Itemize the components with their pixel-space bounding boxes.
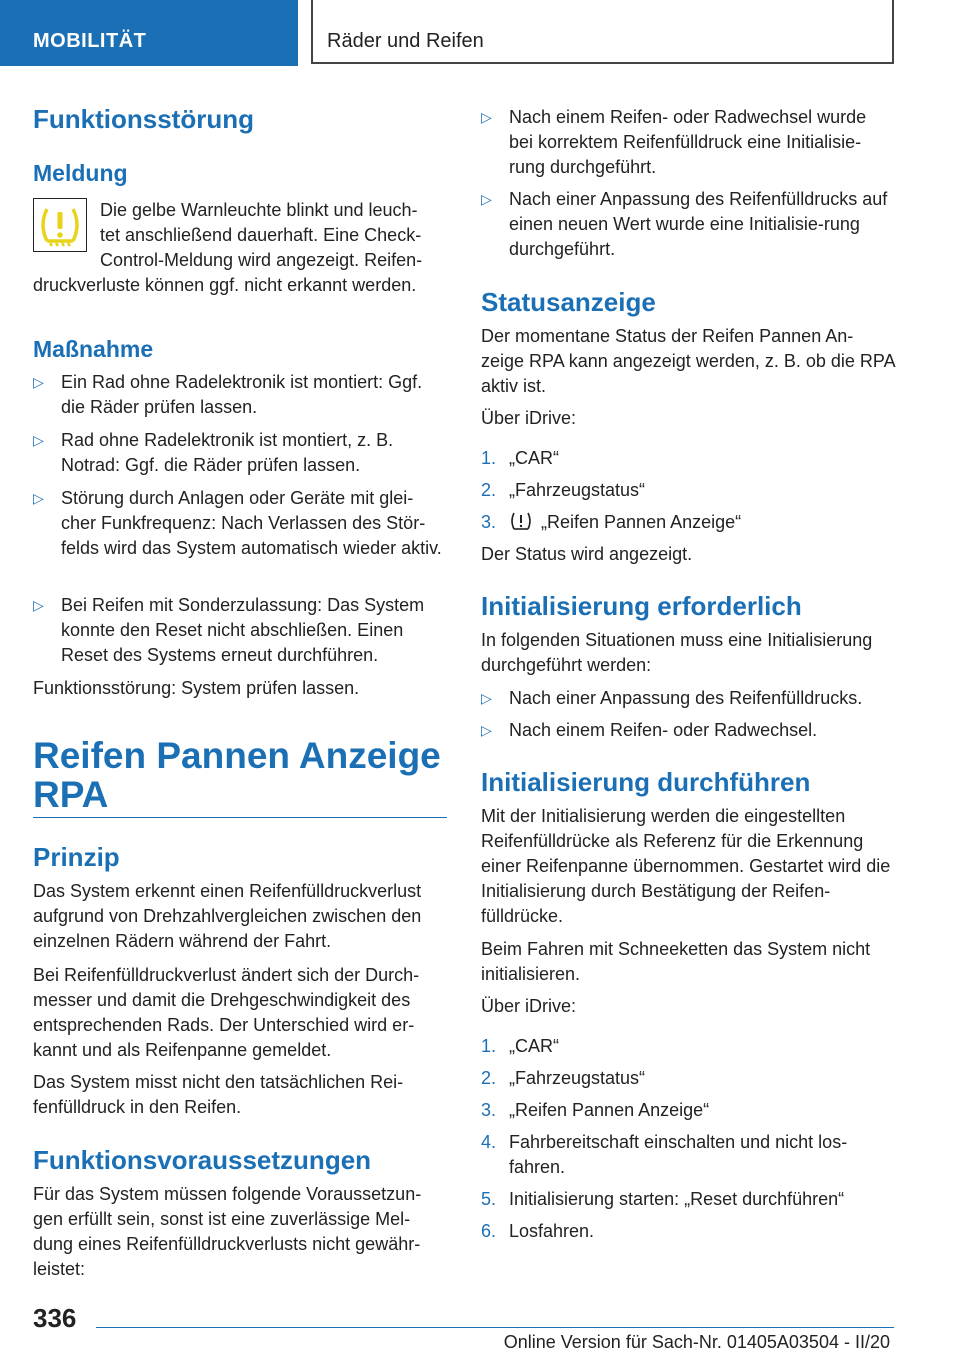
- via-idrive-label: Über iDrive:: [481, 408, 577, 428]
- heading-message: Meldung: [33, 160, 128, 186]
- chapter-tab: [311, 0, 894, 64]
- requirements-paragraph: Für das System müssen folgende Voraussetzun-gen erfüllt sein, sonst ist eine zuverlässige Mel-dung eines Reifenfülldruckverlusts nicht gewähr-leistet:: [33, 1184, 422, 1279]
- message-line-1: Die gelbe Warnleuchte blinkt und leuch-: [100, 200, 418, 220]
- malfunction-note: Funktionsstörung: System prüfen lassen.: [33, 678, 360, 698]
- init-perform-paragraph-1: Mit der Initialisierung werden die eingestellten Reifenfülldrücke als Referenz für die Erkennung einer Reifenpanne übernommen. Gestartet wird die Initialisierung durch Bestätigung der Reifen-fülldrücke.: [481, 806, 891, 926]
- message-line-4: druckverluste können ggf. nicht erkannt werden.: [33, 275, 417, 295]
- heading-status: Statusanzeige: [481, 287, 656, 317]
- tire-pressure-inline-icon: [509, 510, 533, 532]
- footer-online-version: Online Version für Sach-Nr. 01405A03504 - II/20: [503, 1332, 890, 1352]
- triangle-right-icon: ▷: [481, 191, 492, 207]
- init-required-paragraph: In folgenden Situationen muss eine Initialisierung durchgeführt werden:: [481, 630, 873, 675]
- list-item: 3. „Reifen Pannen Anzeige“: [481, 512, 742, 532]
- principle-paragraph-2: Bei Reifenfülldruckverlust ändert sich der Durch-messer und damit die Drehgeschwindigkeit des entsprechenden Rads. Der Unterschied wird er-kannt und als Reifenpanne gemeldet.: [33, 965, 420, 1060]
- triangle-right-icon: ▷: [33, 490, 44, 506]
- list-item: 2. „Fahrzeugstatus“: [481, 480, 646, 500]
- triangle-right-icon: ▷: [481, 109, 492, 125]
- triangle-right-icon: ▷: [33, 374, 44, 390]
- list-item: ▷ Nach einer Anpassung des Reifenfülldrucks.: [481, 686, 895, 711]
- title-line-1: Reifen Pannen Anzeige: [33, 735, 441, 776]
- status-paragraph: Der momentane Status der Reifen Pannen An-zeige RPA kann angezeigt werden, z. B. ob die RPA aktiv ist.: [481, 326, 895, 396]
- list-item: ▷ Nach einer Anpassung des Reifenfülldrucks auf einen neuen Wert wurde eine Initialisie-rung durchgeführt.: [481, 189, 888, 259]
- list-item: ▷ Bei Reifen mit Sonderzulassung: Das System konnte den Reset nicht abschließen. Einen Reset des Systems erneut durchführen.: [33, 595, 425, 665]
- tire-pressure-warning-icon: [33, 198, 87, 252]
- principle-paragraph-3: Das System misst nicht den tatsächlichen Rei-fenfülldruck in den Reifen.: [33, 1072, 404, 1117]
- heading-measure: Maßnahme: [33, 336, 154, 362]
- title-divider: [33, 817, 447, 818]
- init-perform-paragraph-2: Beim Fahren mit Schneeketten das System nicht initialisieren.: [481, 939, 871, 984]
- message-block: [33, 198, 447, 308]
- list-item: 2. „Fahrzeugstatus“: [481, 1068, 646, 1088]
- heading-malfunction: Funktionsstörung: [33, 104, 254, 134]
- list-item: 6. Losfahren.: [481, 1221, 595, 1241]
- message-line-2: tet anschließend dauerhaft. Eine Check-: [100, 225, 422, 245]
- section-title: MOBILITÄT: [33, 30, 147, 52]
- chapter-title: Räder und Reifen: [327, 30, 484, 52]
- list-item: 3. „Reifen Pannen Anzeige“: [481, 1100, 710, 1120]
- list-item: 5. Initialisierung starten: „Reset durchführen“: [481, 1189, 845, 1209]
- heading-requirements: Funktionsvoraussetzungen: [33, 1145, 372, 1175]
- title-line-2: RPA: [33, 774, 109, 815]
- heading-init-required: Initialisierung erforderlich: [481, 591, 802, 621]
- section-tab: [0, 0, 298, 66]
- triangle-right-icon: ▷: [33, 597, 44, 613]
- status-result: Der Status wird angezeigt.: [481, 544, 693, 564]
- message-line-3: Control-Meldung wird angezeigt. Reifen-: [100, 250, 423, 270]
- list-item: 1. „CAR“: [481, 448, 559, 468]
- triangle-right-icon: ▷: [481, 722, 492, 738]
- list-item: 1. „CAR“: [481, 1036, 559, 1056]
- principle-paragraph-1: Das System erkennt einen Reifenfülldruckverlust aufgrund von Drehzahlvergleichen zwischen den einzelnen Rädern während der Fahrt.: [33, 881, 422, 951]
- list-item: ▷ Ein Rad ohne Radelektronik ist montiert: Ggf. die Räder prüfen lassen.: [33, 372, 423, 417]
- via-idrive-label-2: Über iDrive:: [481, 996, 577, 1016]
- list-item: ▷ Nach einem Reifen- oder Radwechsel wurde bei korrektem Reifenfülldruck eine Initialisie-rung durchgeführt.: [481, 107, 867, 177]
- heading-init-perform: Initialisierung durchführen: [481, 767, 811, 797]
- list-item: 4. Fahrbereitschaft einschalten und nicht los-fahren.: [481, 1132, 848, 1177]
- list-item: ▷ Störung durch Anlagen oder Geräte mit glei-cher Funkfrequenz: Nach Verlassen des Stör-felds wird das System automatisch wieder aktiv.: [33, 488, 442, 558]
- triangle-right-icon: ▷: [481, 690, 492, 706]
- footer-divider: [96, 1327, 894, 1328]
- list-item: ▷ Rad ohne Radelektronik ist montiert, z. B. Notrad: Ggf. die Räder prüfen lassen.: [33, 430, 394, 475]
- heading-principle: Prinzip: [33, 842, 120, 872]
- triangle-right-icon: ▷: [33, 432, 44, 448]
- page-number: 336: [33, 1303, 77, 1333]
- list-item: ▷ Nach einem Reifen- oder Radwechsel.: [481, 718, 895, 743]
